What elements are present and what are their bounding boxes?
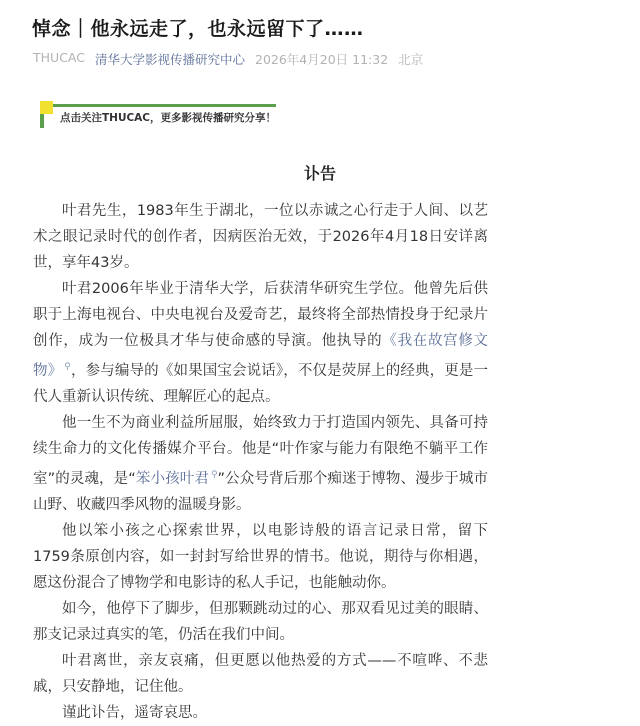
paragraph-7: 谨此讣告，遥寄哀思。 bbox=[62, 704, 207, 721]
banner-green-bar bbox=[53, 104, 276, 107]
account-link[interactable]: 清华大学影视传播研究中心 bbox=[94, 52, 245, 67]
obituary-heading: 讣告 bbox=[303, 164, 336, 183]
article-body bbox=[33, 198, 488, 726]
paragraph-2 bbox=[33, 276, 488, 410]
publish-datetime: 2026年4月20日 11:32 bbox=[255, 52, 389, 67]
paragraph-4: 他以笨小孩之心探索世界，以电影诗般的语言记录日常，留下1759条原创内容，如一封封写给世界的情书。他说，期待与你相遇，愿这份混合了博物学和电影诗的私人手记，也能触动你。 bbox=[33, 522, 488, 591]
search-icon[interactable]: ⚲ bbox=[210, 469, 218, 480]
paragraph-text: 他一生不为商业利益所屈服，始终致力于打造国内领先、具备可持续生命力的文化传播媒介平台。他是“叶作家与能力有限绝不躺平工作室”的灵魂，是“ bbox=[33, 414, 488, 487]
documentary-link[interactable]: 《我在故宫修文物》 bbox=[33, 333, 489, 379]
paragraph-text: ”公众号背后那个痴迷于博物、漫步于城市山野、收藏四季风物的温暖身影。 bbox=[33, 470, 489, 513]
article-meta bbox=[33, 50, 423, 68]
publish-location: 北京 bbox=[398, 52, 424, 67]
paragraph-5: 如今，他停下了脚步，但那颗跳动过的心、那双看见过美的眼睛、那支记录过真实的笔，仍活在我们中间。 bbox=[33, 600, 488, 643]
author-name: THUCAC bbox=[33, 50, 85, 65]
follow-banner bbox=[40, 101, 276, 137]
account-name-link[interactable]: 笨小孩叶君 bbox=[135, 470, 209, 487]
paragraph-text: ，参与编导的《如果国宝会说话》，不仅是荧屏上的经典，更是一代人重新认识传统、理解匠心的起点。 bbox=[33, 362, 489, 405]
banner-green-vertical-bar bbox=[40, 114, 44, 128]
paragraph-6: 叶君离世，亲友哀痛，但更愿以他热爱的方式——不喧哗、不悲戚，只安静地，记住他。 bbox=[33, 652, 488, 695]
article-title: 悼念｜他永远走了，也永远留下了…… bbox=[32, 18, 364, 40]
paragraph-1: 叶君先生，1983年生于湖北，一位以赤诚之心行走于人间、以艺术之眼记录时代的创作者，因病医治无效，于2026年4月18日安详离世，享年43岁。 bbox=[33, 203, 488, 271]
search-icon[interactable]: ⚲ bbox=[64, 362, 71, 372]
banner-text: 点击关注THUCAC，更多影视传播研究分享！ bbox=[60, 112, 277, 124]
paragraph-3 bbox=[33, 410, 488, 518]
banner-yellow-square bbox=[40, 101, 53, 114]
paragraph-text: 叶君2006年毕业于清华大学，后获清华研究生学位。他曾先后供职于上海电视台、中央电视台及爱奇艺，最终将全部热情投身于纪录片创作，成为一位极具才华与使命感的导演。他执导的 bbox=[33, 281, 488, 349]
